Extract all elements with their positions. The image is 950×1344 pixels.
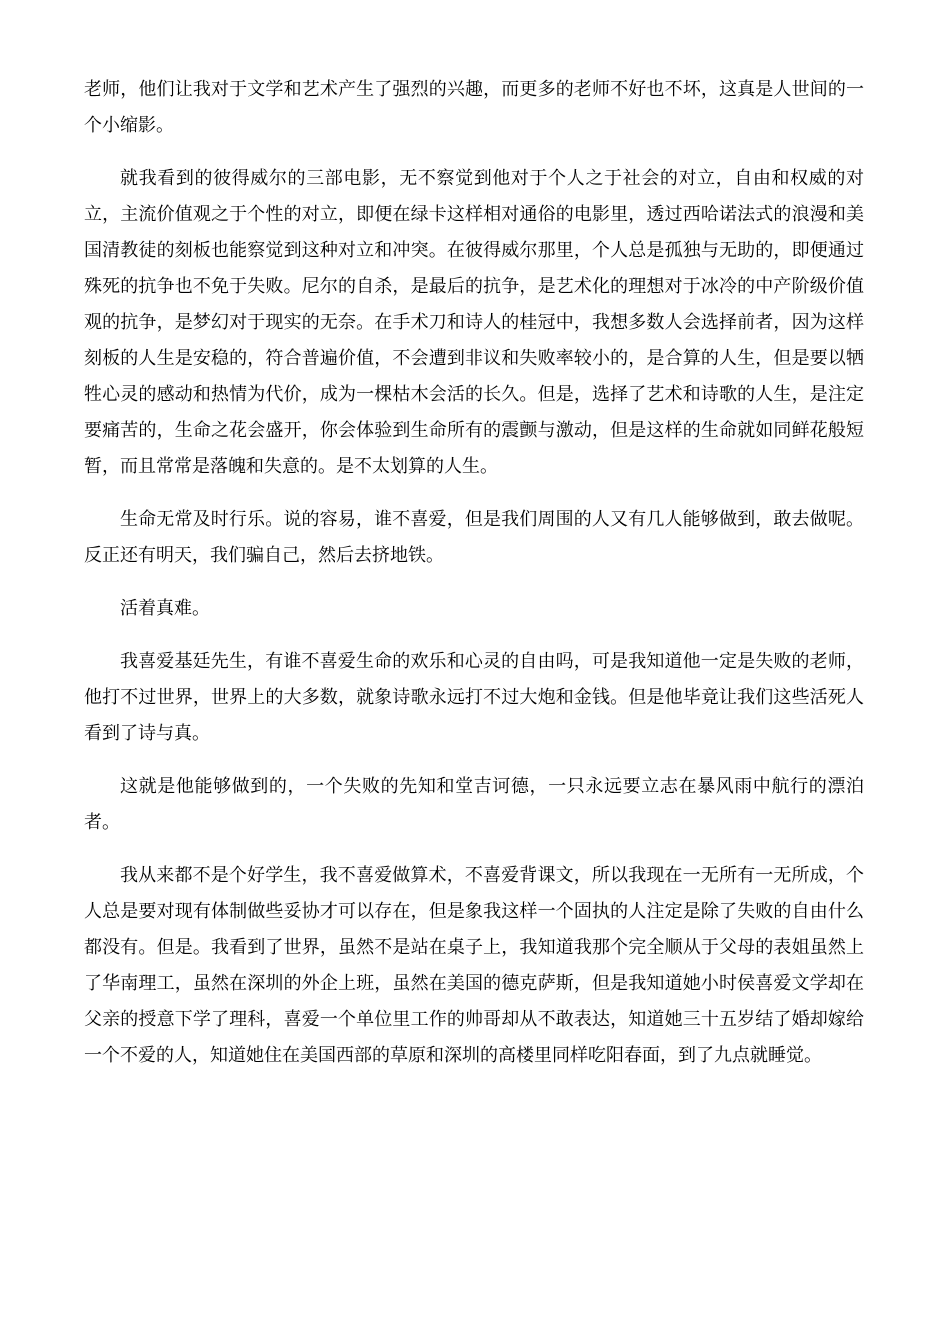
- document-body: [84, 72, 864, 1091]
- paragraph-prophet: 这就是他能够做到的，一个失败的先知和堂吉诃德，一只永远要立志在暴风雨中航行的漂泊者。: [84, 776, 864, 833]
- paragraph-living-is-hard: 活着真难。: [120, 598, 210, 619]
- paragraph-keating: 我喜爱基廷先生，有谁不喜爱生命的欢乐和心灵的自由吗，可是我知道他一定是失败的老师，他打不过世界，世界上的大多数，就象诗歌永远打不过大炮和金钱。但是他毕竟让我们这些活死人看到了诗与真。: [84, 651, 864, 744]
- paragraph-peter-weir: 就我看到的彼得威尔的三部电影，无不察觉到他对于个人之于社会的对立，自由和权威的对立，主流价值观之于个性的对立，即便在绿卡这样相对通俗的电影里，透过西哈诺法式的浪漫和美国清教徒的刻板也能察觉到这种对立和冲突。在彼得威尔那里，个人总是孤独与无助的，即便通过殊死的抗争也不免于失败。尼尔的自杀，是最后的抗争，是艺术化的理想对于冰冷的中产阶级价值观的抗争，是梦幻对于现实的无奈。在手术刀和诗人的桂冠中，我想多数人会选择前者，因为这样刻板的人生是安稳的，符合普遍价值，不会遭到非议和失败率较小的，是合算的人生，但是要以牺牲心灵的感动和热情为代价，成为一棵枯木会活的长久。但是，选择了艺术和诗歌的人生，是注定要痛苦的，生命之花会盛开，你会体验到生命所有的震颤与激动，但是这样的生命就如同鲜花般短暂，而且常常是落魄和失意的。是不太划算的人生。: [84, 168, 864, 477]
- paragraph-not-a-good-student: 我从来都不是个好学生，我不喜爱做算术，不喜爱背课文，所以我现在一无所有一无所成，个人总是要对现有体制做些妥协才可以存在，但是象我这样一个固执的人注定是除了失败的自由什么都没有。但是。我看到了世界，虽然不是站在桌子上，我知道我那个完全顺从于父母的表姐虽然上了华南理工，虽然在深圳的外企上班，虽然在美国的德克萨斯，但是我知道她小时侯喜爱文学却在父亲的授意下学了理科，喜爱一个单位里工作的帅哥却从不敢表达，知道她三十五岁结了婚却嫁给一个不爱的人，知道她住在美国西部的草原和深圳的高楼里同样吃阳春面，到了九点就睡觉。: [84, 865, 864, 1066]
- paragraph-continuation: 老师，他们让我对于文学和艺术产生了强烈的兴趣，而更多的老师不好也不坏，这真是人世间的一个小缩影。: [84, 79, 864, 136]
- paragraph-carpe-diem: 生命无常及时行乐。说的容易，谁不喜爱，但是我们周围的人又有几人能够做到，敢去做呢。反正还有明天，我们骗自己，然后去挤地铁。: [84, 509, 864, 566]
